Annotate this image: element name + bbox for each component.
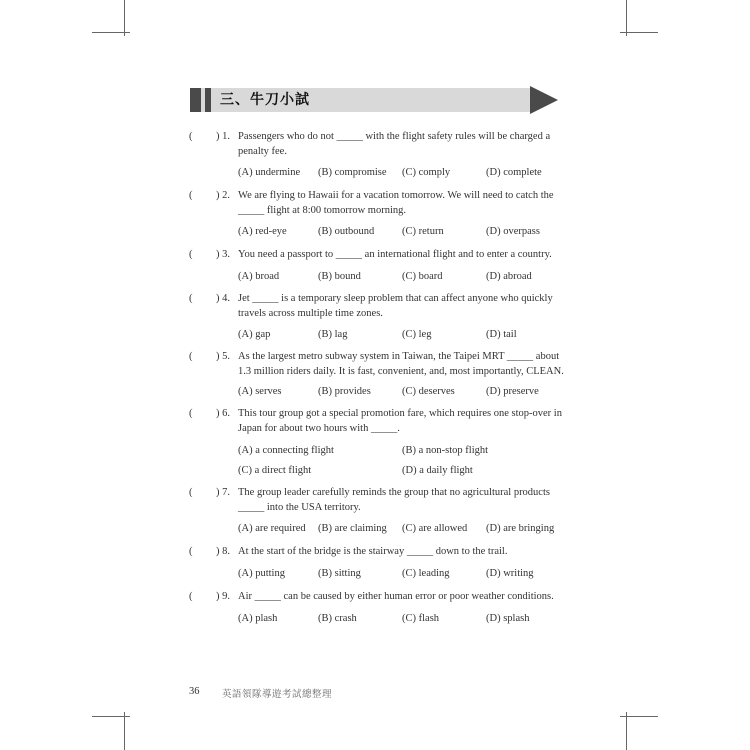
question-text: Passengers who do not _____ with the flight safety rules will be charged a penalty fee.: [238, 131, 551, 157]
crop-mark: [124, 712, 125, 750]
question-text: You need a passport to _____ an international flight and to enter a country.: [238, 249, 552, 260]
book-title: 英語領隊導遊考試總整理: [222, 689, 333, 700]
page-number: 36: [189, 686, 200, 697]
option-b: (B) compromise: [318, 167, 387, 178]
option-a: (A) plash: [238, 613, 278, 624]
answer-blank-open: (: [189, 249, 193, 260]
arrow-icon: [530, 86, 558, 114]
option-b: (B) outbound: [318, 226, 375, 237]
crop-mark: [124, 0, 125, 36]
option-a: (A) red-eye: [238, 226, 287, 237]
option-b: (B) are claiming: [318, 523, 387, 534]
answer-blank-open: (: [189, 546, 193, 557]
banner-block: [205, 88, 211, 112]
question-number: ) 7.: [216, 487, 230, 498]
question-number: ) 4.: [216, 293, 230, 304]
answer-blank-open: (: [189, 131, 193, 142]
question-text: Air _____ can be caused by either human error or poor weather conditions.: [238, 591, 554, 602]
option-b: (B) lag: [318, 329, 348, 340]
option-d: (D) writing: [486, 568, 534, 579]
section-banner: [190, 85, 560, 115]
option-d: (D) are bringing: [486, 523, 555, 534]
option-a: (A) gap: [238, 329, 271, 340]
option-c: (C) return: [402, 226, 444, 237]
option-d: (D) a daily flight: [402, 465, 473, 476]
option-c: (C) flash: [402, 613, 440, 624]
option-b: (B) crash: [318, 613, 357, 624]
answer-blank-open: (: [189, 351, 193, 362]
question-number: ) 8.: [216, 546, 230, 557]
option-d: (D) preserve: [486, 386, 539, 397]
option-b: (B) bound: [318, 271, 361, 282]
option-a: (A) a connecting flight: [238, 445, 334, 456]
option-d: (D) splash: [486, 613, 530, 624]
option-c: (C) a direct flight: [238, 465, 312, 476]
question-text: Jet _____ is a temporary sleep problem that can affect anyone who quickly travels across multiple time zones.: [238, 293, 553, 319]
answer-blank-open: (: [189, 408, 193, 419]
question-number: ) 6.: [216, 408, 230, 419]
answer-blank-open: (: [189, 487, 193, 498]
option-c: (C) are allowed: [402, 523, 468, 534]
option-a: (A) undermine: [238, 167, 301, 178]
option-d: (D) abroad: [486, 271, 532, 282]
question-number: ) 2.: [216, 190, 230, 201]
answer-blank-open: (: [189, 591, 193, 602]
option-c: (C) leading: [402, 568, 450, 579]
answer-blank-open: (: [189, 190, 193, 201]
question-number: ) 9.: [216, 591, 230, 602]
question-number: ) 1.: [216, 131, 230, 142]
question-text: At the start of the bridge is the stairway _____ down to the trail.: [238, 546, 508, 557]
question-text: The group leader carefully reminds the group that no agricultural products _____ into the USA territory.: [238, 487, 550, 513]
option-a: (A) serves: [238, 386, 282, 397]
crop-mark: [626, 712, 627, 750]
option-b: (B) a non-stop flight: [402, 445, 489, 456]
question-text: We are flying to Hawaii for a vacation tomorrow. We will need to catch the _____ flight at 8:00 tomorrow morning.: [238, 190, 554, 216]
banner-block: [190, 88, 201, 112]
option-d: (D) complete: [486, 167, 542, 178]
section-title: 三、牛刀小試: [220, 92, 310, 108]
option-d: (D) overpass: [486, 226, 540, 237]
option-c: (C) board: [402, 271, 443, 282]
question-number: ) 5.: [216, 351, 230, 362]
answer-blank-open: (: [189, 293, 193, 304]
question-number: ) 3.: [216, 249, 230, 260]
option-b: (B) sitting: [318, 568, 361, 579]
question-text: This tour group got a special promotion fare, which requires one stop-over in Japan for about two hours with _____.: [238, 408, 562, 434]
option-a: (A) broad: [238, 271, 280, 282]
option-a: (A) are required: [238, 523, 306, 534]
option-c: (C) leg: [402, 329, 432, 340]
option-c: (C) comply: [402, 167, 451, 178]
crop-mark: [626, 0, 627, 36]
option-b: (B) provides: [318, 386, 371, 397]
option-a: (A) putting: [238, 568, 285, 579]
question-text: As the largest metro subway system in Taiwan, the Taipei MRT _____ about 1.3 million riders daily. It is fast, convenient, and, most importantly, CLEAN.: [238, 351, 564, 377]
option-c: (C) deserves: [402, 386, 455, 397]
option-d: (D) tail: [486, 329, 517, 340]
